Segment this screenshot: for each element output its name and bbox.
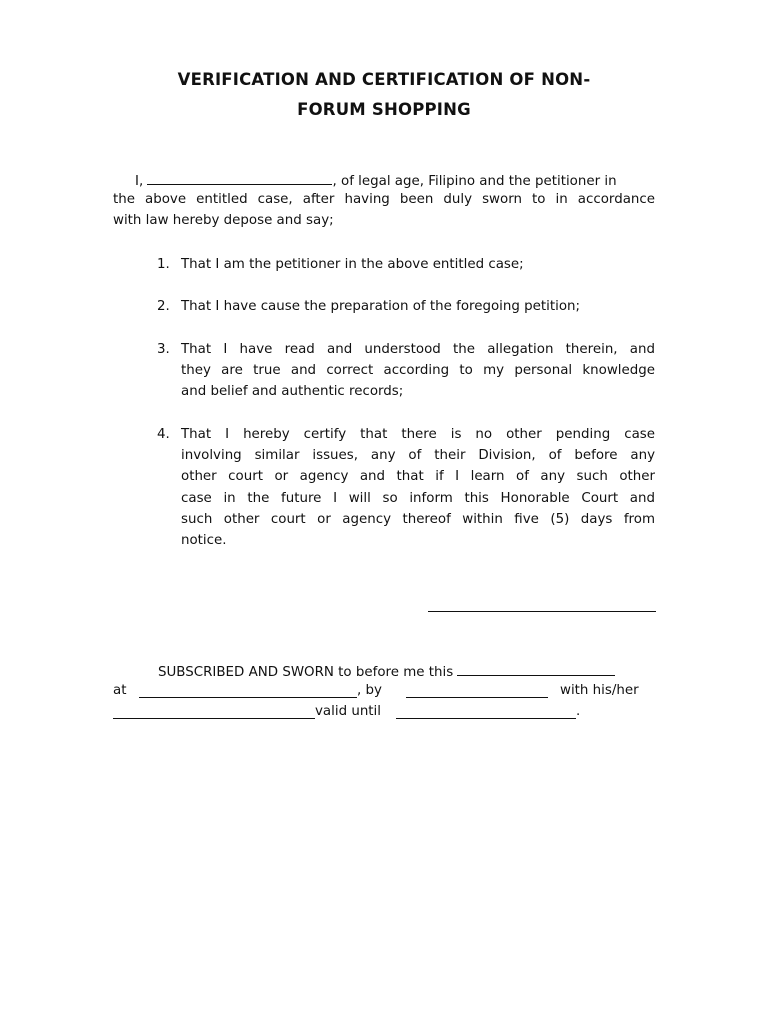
place-blank	[139, 684, 357, 698]
item-number: 1.	[157, 257, 170, 272]
document-title-line-2: FORUM SHOPPING	[297, 100, 471, 119]
item-number: 3.	[157, 342, 170, 357]
item-4-line-2: involving similar issues, any of their Division, of before any	[181, 448, 655, 463]
intro-suffix: , of legal age, Filipino and the petitioner in	[332, 174, 617, 189]
item-1-line-1: That I am the petitioner in the above entitled case;	[181, 257, 524, 272]
item-3-line-3: and belief and authentic records;	[181, 384, 404, 399]
item-4-line-4: case in the future I will so inform this Honorable Court and	[181, 491, 655, 506]
intro-prefix: I,	[135, 174, 144, 189]
jurat-by-label: , by	[357, 683, 382, 698]
item-3-line-2: they are true and correct according to my personal knowledge	[181, 363, 655, 378]
item-2-line-1: That I have cause the preparation of the foregoing petition;	[181, 299, 581, 314]
item-number: 2.	[157, 299, 170, 314]
date-blank	[457, 662, 615, 676]
id-number-blank	[113, 705, 315, 719]
validity-blank	[396, 705, 576, 719]
item-4-line-1: That I hereby certify that there is no other pending case	[181, 427, 655, 442]
jurat-at-label: at	[113, 683, 127, 698]
jurat-with-label: with his/her	[560, 683, 639, 698]
item-4-line-5: such other court or agency thereof within five (5) days from	[181, 512, 655, 527]
jurat-line-1	[158, 662, 615, 681]
intro-line-1	[135, 171, 617, 190]
signature-line	[428, 611, 656, 612]
intro-line-3: with law hereby depose and say;	[113, 213, 334, 228]
jurat-valid-label: valid until	[315, 704, 381, 719]
jurat-end-period: .	[576, 704, 581, 719]
intro-line-2: the above entitled case, after having been duly sworn to in accordance	[113, 192, 655, 207]
item-number: 4.	[157, 427, 170, 442]
item-3-line-1: That I have read and understood the allegation therein, and	[181, 342, 655, 357]
jurat-text: SUBSCRIBED AND SWORN to before me this	[158, 665, 454, 680]
name-blank	[147, 171, 332, 185]
item-4-line-3: other court or agency and that if I learn of any such other	[181, 469, 655, 484]
id-blank	[406, 684, 548, 698]
document-title-line-1: VERIFICATION AND CERTIFICATION OF NON-	[177, 70, 591, 89]
item-4-line-6: notice.	[181, 533, 227, 548]
